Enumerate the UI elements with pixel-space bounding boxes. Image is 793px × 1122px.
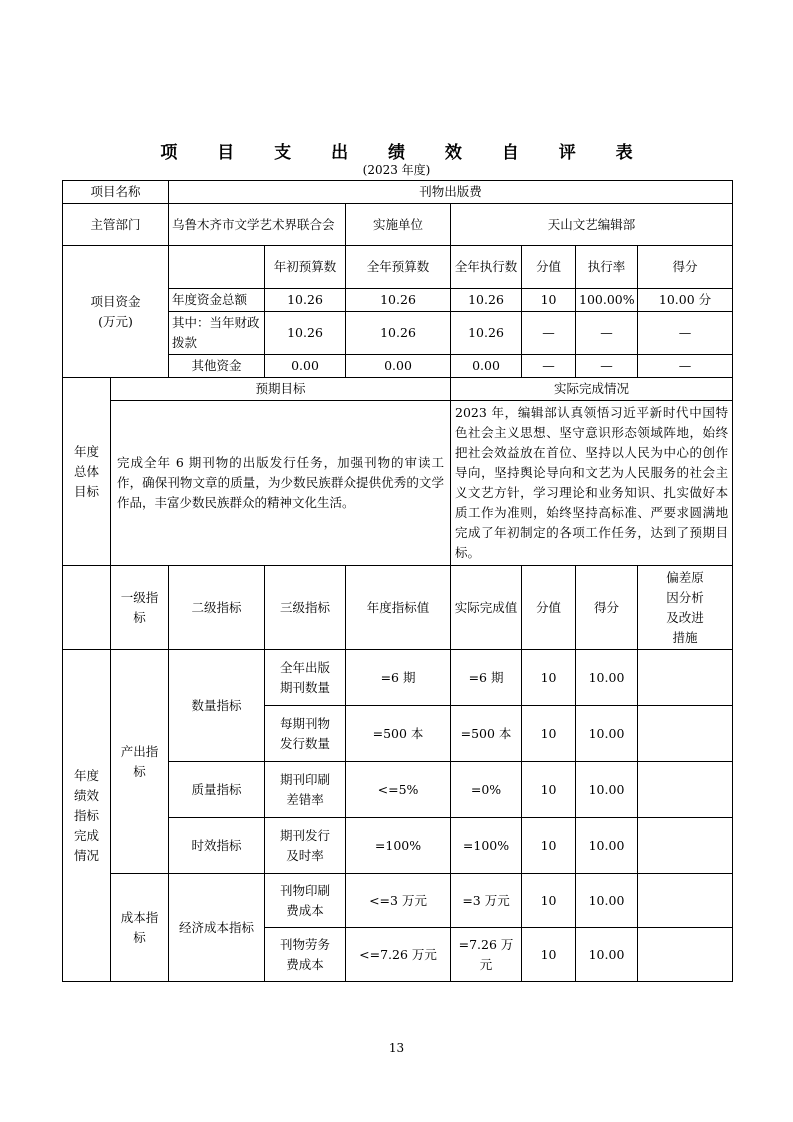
level1-output-text: 产出指 标 <box>120 743 159 779</box>
funds-cell: 10.26 <box>346 312 451 355</box>
level3-text: 刊物印刷 费成本 <box>280 882 331 918</box>
page-number: 13 <box>388 1041 405 1055</box>
funds-cell: — <box>638 355 733 378</box>
deviation-note <box>638 762 733 818</box>
score-max: 10 <box>522 818 576 874</box>
project-name-label: 项目名称 <box>63 181 169 204</box>
expected-goal-header: 预期目标 <box>111 378 451 401</box>
target-value: =100% <box>346 818 451 874</box>
indicators-section-text: 年度 绩效 指标 完成 情况 <box>73 767 99 863</box>
funds-row-name: 其中：当年财政拨款 <box>169 312 265 355</box>
level3-cell <box>265 706 346 762</box>
actual-result-text: 2023 年，编辑部认真领悟习近平新时代中国特色社会主义思想、坚守意识形态领域阵地，始终把社会效益放在首位、坚持以人民为中心的创作导向，坚持舆论导向和文艺为人民服务的社会主义文艺方针，学习理论和业务知识、扎实做好本质工作为准则，始终坚持高标准、严要求圆满地完成了年初制定的各项工作任务，达到了预期目标。 <box>451 401 733 566</box>
score: 10.00 <box>576 706 638 762</box>
actual-value: =0% <box>451 762 522 818</box>
expected-goal-text: 完成全年 6 期刊物的出版发行任务，加强刊物的审读工作，确保刊物文章的质量，为少数民族群众提供优秀的文学作品，丰富少数民族群众的精神文化生活。 <box>111 401 451 566</box>
level1-cost <box>111 874 169 982</box>
score: 10.00 <box>576 762 638 818</box>
funds-cell: — <box>522 312 576 355</box>
indicator-header: 二级指标 <box>169 566 265 650</box>
funds-header: 全年执行数 <box>451 246 522 289</box>
deviation-note <box>638 650 733 706</box>
goals-label-text: 年度 总体 目标 <box>73 443 99 499</box>
score: 10.00 <box>576 874 638 928</box>
funds-cell: 10.00 分 <box>638 289 733 312</box>
funds-cell: 10.26 <box>451 289 522 312</box>
indicator-header: 三级指标 <box>265 566 346 650</box>
actual-value: =7.26 万元 <box>451 928 522 982</box>
funds-label <box>63 246 169 378</box>
funds-label-text: 项目资金 (万元) <box>90 293 141 329</box>
score: 10.00 <box>576 928 638 982</box>
score-max: 10 <box>522 874 576 928</box>
dept-value: 乌鲁木齐市文学艺术界联合会 <box>169 204 346 246</box>
funds-cell: — <box>522 355 576 378</box>
indicator-header: 分值 <box>522 566 576 650</box>
indicator-header <box>111 566 169 650</box>
funds-cell: 0.00 <box>265 355 346 378</box>
level3-text: 期刊印刷 差错率 <box>280 771 331 807</box>
funds-header-blank <box>169 246 265 289</box>
funds-header: 得分 <box>638 246 733 289</box>
deviation-note <box>638 706 733 762</box>
actual-value: =6 期 <box>451 650 522 706</box>
header-deviation: 偏差原 因分析 及改进 措施 <box>666 569 704 645</box>
funds-cell: 10.26 <box>346 289 451 312</box>
level2-quality: 质量指标 <box>169 762 265 818</box>
target-value: <=7.26 万元 <box>346 928 451 982</box>
target-value: <=3 万元 <box>346 874 451 928</box>
project-name-value: 刊物出版费 <box>169 181 733 204</box>
level3-text: 刊物劳务 费成本 <box>280 936 331 972</box>
funds-cell: 10.26 <box>451 312 522 355</box>
deviation-note <box>638 928 733 982</box>
impl-unit-label: 实施单位 <box>346 204 451 246</box>
actual-value: =100% <box>451 818 522 874</box>
actual-result-header: 实际完成情况 <box>451 378 733 401</box>
score-max: 10 <box>522 928 576 982</box>
funds-cell: 0.00 <box>451 355 522 378</box>
level3-text: 全年出版 期刊数量 <box>280 659 331 695</box>
funds-cell: 10 <box>522 289 576 312</box>
level1-output <box>111 650 169 874</box>
level2-economic-cost: 经济成本指标 <box>169 874 265 982</box>
dept-label: 主管部门 <box>63 204 169 246</box>
level3-cell <box>265 818 346 874</box>
level1-cost-text: 成本指 标 <box>120 909 159 945</box>
target-value: <=5% <box>346 762 451 818</box>
funds-cell: 10.26 <box>265 289 346 312</box>
indicator-header: 年度指标值 <box>346 566 451 650</box>
funds-header: 分值 <box>522 246 576 289</box>
performance-evaluation-table <box>62 180 733 982</box>
funds-row-name: 其他资金 <box>169 355 265 378</box>
indicator-header: 得分 <box>576 566 638 650</box>
actual-value: =3 万元 <box>451 874 522 928</box>
level2-timeliness: 时效指标 <box>169 818 265 874</box>
indicators-header-blank <box>63 566 111 650</box>
actual-value: =500 本 <box>451 706 522 762</box>
impl-unit-value: 天山文艺编辑部 <box>451 204 733 246</box>
funds-cell: 100.00% <box>576 289 638 312</box>
funds-header: 年初预算数 <box>265 246 346 289</box>
indicator-header <box>638 566 733 650</box>
header-level1: 一级指 标 <box>120 589 159 625</box>
goals-label <box>63 378 111 566</box>
funds-cell: — <box>576 312 638 355</box>
page-title: 项 目 支 出 绩 效 自 评 表 <box>160 143 650 163</box>
level3-text: 每期刊物 发行数量 <box>280 715 331 751</box>
indicators-section-label <box>63 650 111 982</box>
level2-quantity: 数量指标 <box>169 650 265 762</box>
funds-cell: — <box>638 312 733 355</box>
target-value: =6 期 <box>346 650 451 706</box>
page-subtitle: (2023 年度) <box>362 163 431 177</box>
target-value: =500 本 <box>346 706 451 762</box>
score-max: 10 <box>522 650 576 706</box>
funds-row-name: 年度资金总额 <box>169 289 265 312</box>
score-max: 10 <box>522 762 576 818</box>
score: 10.00 <box>576 818 638 874</box>
level3-text: 期刊发行 及时率 <box>280 827 331 863</box>
level3-cell <box>265 762 346 818</box>
level3-cell <box>265 874 346 928</box>
indicator-header: 实际完成值 <box>451 566 522 650</box>
funds-cell: 10.26 <box>265 312 346 355</box>
score: 10.00 <box>576 650 638 706</box>
deviation-note <box>638 818 733 874</box>
level3-cell <box>265 928 346 982</box>
deviation-note <box>638 874 733 928</box>
funds-cell: 0.00 <box>346 355 451 378</box>
score-max: 10 <box>522 706 576 762</box>
level3-cell <box>265 650 346 706</box>
funds-cell: — <box>576 355 638 378</box>
funds-header: 执行率 <box>576 246 638 289</box>
funds-header: 全年预算数 <box>346 246 451 289</box>
